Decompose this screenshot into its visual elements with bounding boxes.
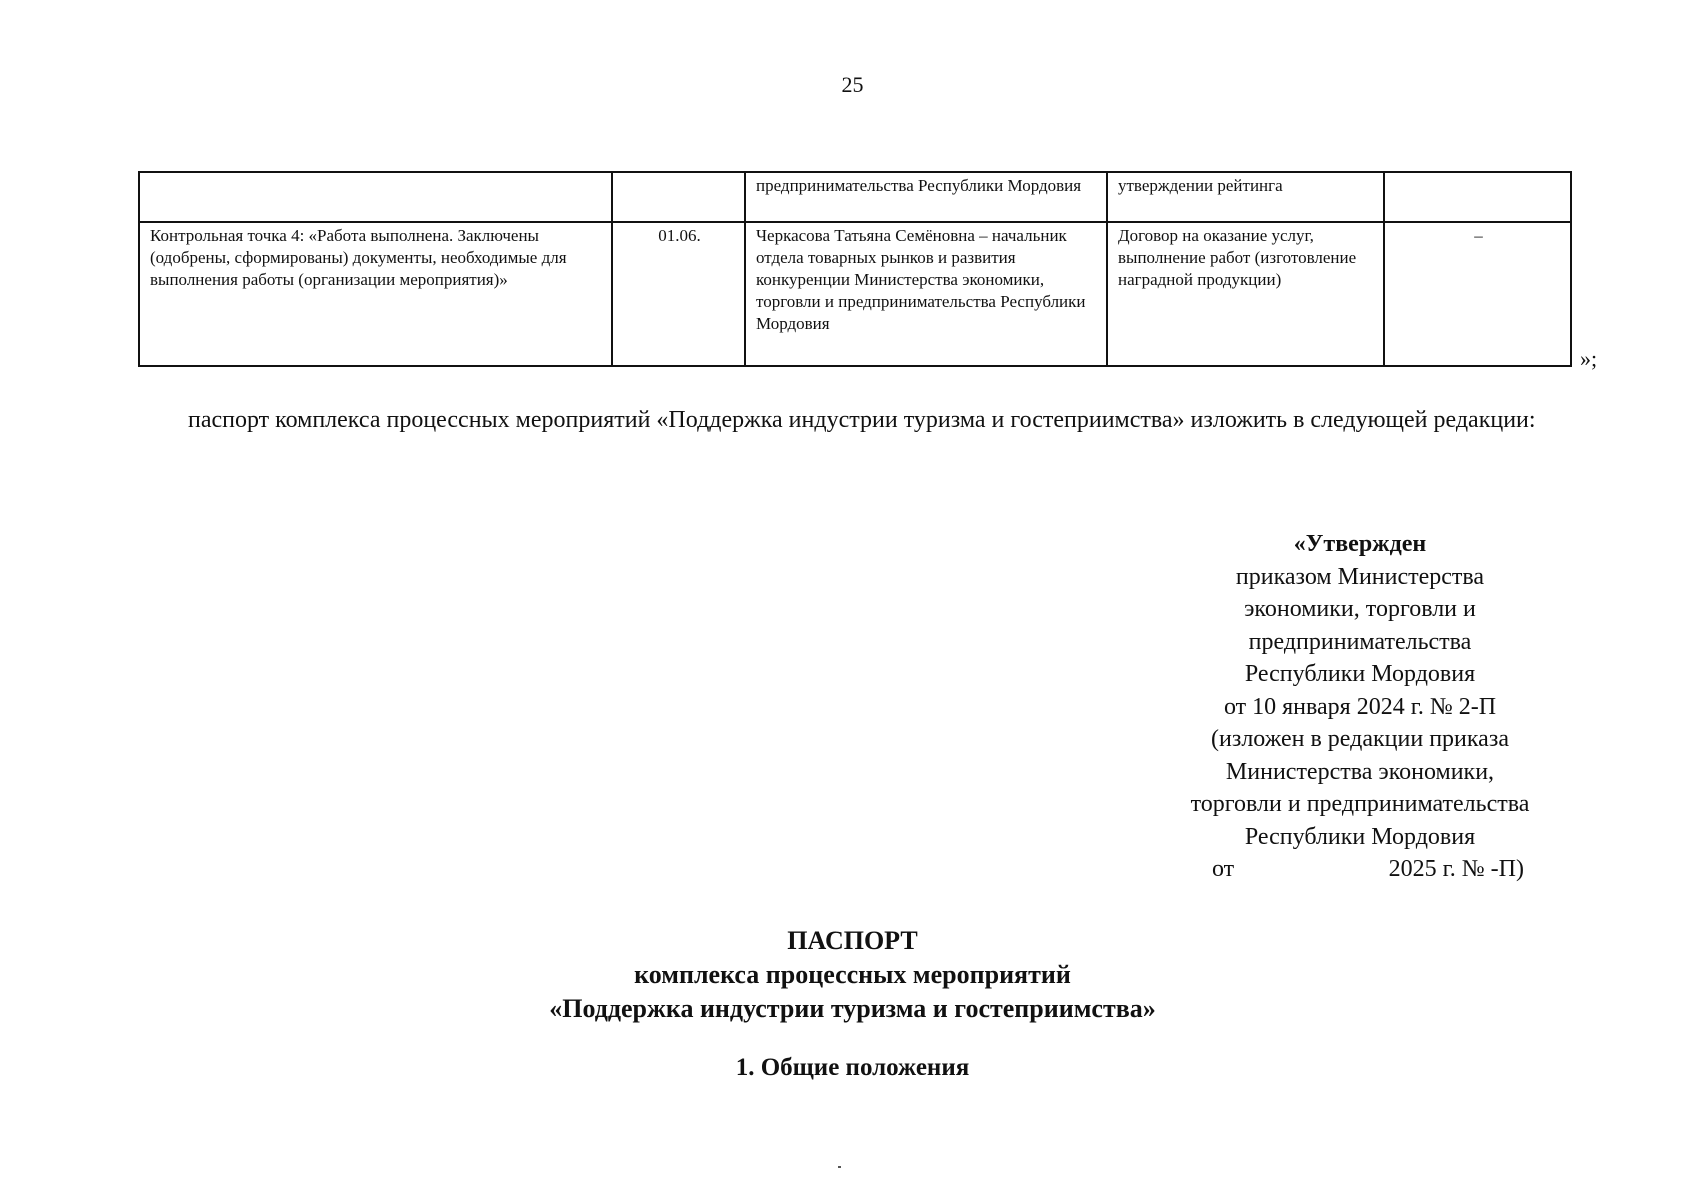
approval-line: предпринимательства bbox=[1248, 628, 1472, 655]
table-cell-info-system bbox=[1384, 172, 1571, 222]
table-row bbox=[139, 222, 1571, 366]
table-cell-document: Договор на оказание услуг, выполнение работ (изготовление наградной продукции) bbox=[1107, 222, 1384, 366]
approval-date-prefix: от bbox=[1212, 856, 1235, 882]
table-cell-event bbox=[139, 172, 612, 222]
approval-line: экономики, торговли и bbox=[1244, 596, 1476, 622]
passport-title bbox=[0, 924, 1705, 1026]
table-cell-responsible: предпринимательства Республики Мордовия bbox=[745, 172, 1107, 222]
control-points-table bbox=[138, 171, 1572, 367]
table-cell-info-system: – bbox=[1384, 222, 1571, 366]
approval-line: от 10 января 2024 г. № 2-П bbox=[1223, 693, 1497, 720]
table-cell-date: 01.06. bbox=[612, 222, 745, 366]
approval-line: приказом Министерства bbox=[1235, 563, 1485, 590]
approval-line: торговли и предпринимательства bbox=[1190, 791, 1530, 817]
approval-stamp-block bbox=[1160, 528, 1560, 886]
approval-line: (изложен в редакции приказа bbox=[1211, 726, 1509, 752]
approval-line: Республики Мордовия bbox=[1244, 661, 1476, 687]
approval-line: Министерства экономики, bbox=[1225, 758, 1495, 785]
title-line: комплекса процессных мероприятий bbox=[634, 960, 1071, 989]
table-cell-responsible: Черкасова Татьяна Семёновна – начальник отдела товарных рынков и развития конкуренции Министерства экономики, торговли и предпринимательства Республики Мордовия bbox=[745, 222, 1107, 366]
control-points-table-wrap bbox=[138, 171, 1570, 367]
page-number: 25 bbox=[841, 72, 864, 97]
table-row bbox=[139, 172, 1571, 222]
title-line: ПАСПОРТ bbox=[787, 926, 918, 955]
title-line: «Поддержка индустрии туризма и гостеприимства» bbox=[549, 994, 1156, 1023]
table-closing-quote: »; bbox=[1580, 346, 1598, 371]
approval-heading: «Утвержден bbox=[1293, 531, 1427, 557]
section-heading: 1. Общие положения bbox=[735, 1054, 970, 1081]
amendment-paragraph: паспорт комплекса процессных мероприятий «Поддержка индустрии туризма и гостеприимства» изложить в следующей редакции: bbox=[188, 407, 1536, 433]
table-cell-date bbox=[612, 172, 745, 222]
scan-dot bbox=[838, 1166, 841, 1168]
approval-date-line bbox=[1160, 853, 1560, 886]
approval-line: Республики Мордовия bbox=[1244, 823, 1476, 850]
table-cell-document: утверждении рейтинга bbox=[1107, 172, 1384, 222]
table-cell-event: Контрольная точка 4: «Работа выполнена. Заключены (одобрены, сформированы) документы, необходимые для выполнения работы (организации мероприятия)» bbox=[139, 222, 612, 366]
approval-date-suffix: 2025 г. № -П) bbox=[1388, 856, 1524, 882]
